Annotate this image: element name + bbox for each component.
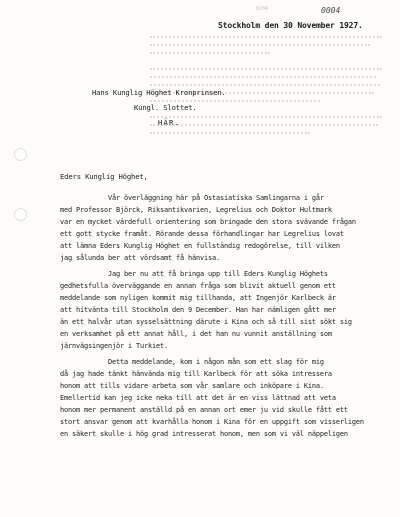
body-line: gedhetsfulla överväggande en annan fråga som blivit aktuell genom ett — [60, 282, 336, 290]
body-line: stort ansvar genom att kvarhålla honom i Kina för en uppgift som visserligen — [60, 418, 364, 426]
body-line: honom att tills vidare arbeta som vår samlare och inköpare i Kina. — [60, 382, 324, 390]
body-line: meddelande som nyligen kommit mig tillhanda, att Ingenjör Karlbeck är — [60, 294, 336, 302]
body-line: med Professor Björck, Riksantikvarien, Legrelius och Doktor Hultmark — [60, 206, 332, 214]
punch-hole-top — [14, 148, 27, 161]
body-line: en verksamhet på ett annat håll, i det han nu vunnit anställning som — [60, 330, 332, 338]
body-line: honom mer permanent anställd på en annan ort emer ju vid skulle fått ett — [60, 406, 348, 414]
body-line: att lämna Eders Kunglig Höghet en fullständig redogörelse, till vilken — [60, 242, 340, 250]
body-line: än ett halvår utan sysselsättning därute i Kina och så till sist sökt sig — [60, 318, 352, 326]
body-line: ett gott stycke framåt. Rörande dessa förhandlingar har Legrelius lovat — [60, 230, 344, 238]
body-line: då jag hade tänkt hänvända mig till Karlbeck för att söka intressera — [60, 370, 332, 378]
faint-page-mark: 0/04 — [256, 6, 269, 12]
salutation: Eders Kunglig Höghet, — [60, 172, 148, 181]
punch-hole-bottom — [14, 208, 27, 221]
body-line: var en mycket värdefull orientering som bringade den stora svävande frågan — [60, 218, 356, 226]
body-line: Emellertid kan jeg icke neka till att det är en viss lättnad att veta — [60, 394, 336, 402]
body-line: järnvägsingenjör i Turkiet. — [60, 342, 168, 350]
body-line: att hitvänta till Stockholm den 9 December. Han har nämligen gått mer — [60, 306, 336, 314]
body-line: en säkert skulle i hög grad intresserat honom, men som vi väl näppeligen — [60, 430, 348, 438]
recipient-city: HÄR. — [158, 118, 181, 127]
body-line: Vår överläggning här på Ostasiatiska Samlingarna i går — [108, 194, 324, 202]
body-line: jag sålunda ber att vördsamt få hänvisa. — [60, 254, 220, 262]
body-line: Jag ber nu att få bringa upp till Eders Kunglig Höghets — [108, 270, 328, 278]
recipient-location: Kungl. Slottet. — [134, 103, 197, 112]
archive-number: 0004 — [321, 6, 341, 15]
body-line: Detta meddelande, kom i någon mån som ett slag för mig — [108, 358, 324, 366]
recipient-name: Hans Kunglig Höghet Kronprinsen. — [92, 88, 226, 97]
date-line: Stockholm den 30 November 1927. — [218, 21, 363, 30]
